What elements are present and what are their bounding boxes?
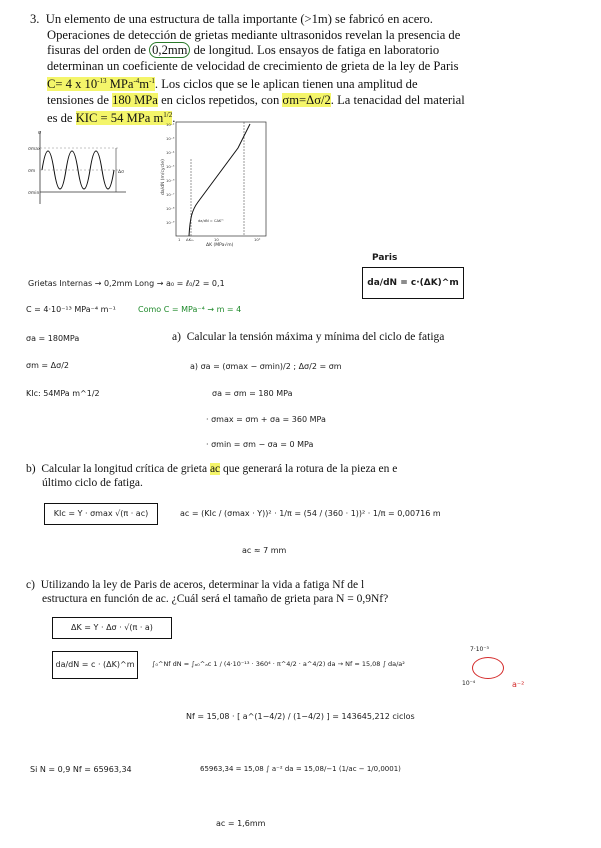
label-sigma-min: σmin <box>28 191 40 196</box>
paris-curve-figure <box>158 118 270 250</box>
note-c-value: C = 4·10⁻¹³ MPa⁻⁴ m⁻¹ <box>26 305 116 314</box>
problem-statement <box>30 12 470 127</box>
svg-text:10: 10 <box>214 237 219 242</box>
integral-limit-bottom: 10⁻⁴ <box>462 680 476 687</box>
svg-text:10⁻⁴: 10⁻⁴ <box>166 150 175 155</box>
si-equation: 65963,34 = 15,08 ∫ a⁻² da = 15,08/−1 (1/ac − 1/0,0001) <box>200 765 401 773</box>
paris-xlabel: ΔK (MPa√m) <box>206 243 234 248</box>
stress-cycle-figure <box>28 128 128 208</box>
svg-text:10⁻⁸: 10⁻⁸ <box>166 206 175 211</box>
note-sigma-m: σm = Δσ/2 <box>26 361 69 370</box>
si-line: Si N = 0,9 Nf = 65963,34 <box>30 765 132 774</box>
label-sigma-max: σmax <box>28 147 41 152</box>
svg-text:10⁻⁹: 10⁻⁹ <box>166 220 175 225</box>
problem-line-7: es de KIC = 54 MPa $m^{1/2}$. <box>47 111 176 125</box>
part-b-question: b) Calcular la longitud crítica de grieta ac que generará la rotura de la pieza en e último ciclo de fatiga. <box>26 463 398 489</box>
paris-formula-box: da/dN = c·(ΔK)^m <box>362 267 464 299</box>
paris-label: Paris <box>372 253 398 263</box>
red-annotation: a⁻² <box>512 680 525 689</box>
part-c-result: ac = 1,6mm <box>216 819 266 828</box>
svg-text:10⁻²: 10⁻² <box>166 122 175 127</box>
part-a-work-3: · σmax = σm + σa = 360 MPa <box>206 415 326 424</box>
part-a-work-1: a) σa = (σmax − σmin)/2 ; Δσ/2 = σm <box>190 362 342 371</box>
svg-text:ΔKₜₕ: ΔKₜₕ <box>186 237 194 242</box>
left-axis-label: σ <box>38 130 42 136</box>
svg-text:1: 1 <box>178 237 181 242</box>
part-b-work: ac = (KIc / (σmax · Y))² · 1/π = (54 / (360 · 1))² · 1/π = 0,00716 m <box>180 509 441 518</box>
svg-text:10⁻⁵: 10⁻⁵ <box>166 164 175 169</box>
label-sigma-m: σm <box>28 169 36 174</box>
problem-line-3: fisuras del orden de 0,2mm de longitud. Los ensayos de fatiga en laboratorio <box>47 43 440 57</box>
problem-line-1: 3. Un elemento de una estructura de talla importante (>1m) se fabricó en acero. <box>30 12 433 26</box>
part-a-question: a) Calcular la tensión máxima y mínima del ciclo de fatiga <box>172 331 445 343</box>
paris-note: da/dN = CΔKᵐ <box>198 219 224 223</box>
svg-text:10²: 10² <box>254 237 261 242</box>
problem-line-6: tensiones de 180 MPa en ciclos repetidos, con σm=Δσ/2. La tenacidad del material <box>47 92 465 107</box>
svg-text:10⁻⁶: 10⁻⁶ <box>166 178 175 183</box>
part-c-integral: ∫₀^Nf dN = ∫ₐ₀^ₐc 1 / (4·10⁻¹³ · 360⁴ · π^4/2 · a^4/2) da → Nf = 15,08 ∫ da/a² <box>152 660 405 668</box>
part-c-deltak-box: ΔK = Y · Δσ · √(π · a) <box>52 617 172 639</box>
label-delta-sigma: Δσ <box>118 170 124 175</box>
part-b-result: ac ≈ 7 mm <box>242 546 287 555</box>
part-c-question: c) Utilizando la ley de Paris de aceros, determinar la vida a fatiga Nf de l estructura en función de ac. ¿Cuál será el tamaño de grieta para N = 0,9Nf? <box>26 579 389 605</box>
note-sigma-a: σa = 180MPa <box>26 334 80 343</box>
red-circle-annotation <box>472 657 504 679</box>
note-como: Como C = MPa⁻⁴ → m = 4 <box>138 305 242 314</box>
part-c-nf: Nf = 15,08 · [ a^(1−4/2) / (1−4/2) ] = 143645,212 ciclos <box>186 712 415 721</box>
part-b-formula-box: KIc = Y · σmax √(π · ac) <box>44 503 158 525</box>
problem-line-2: Operaciones de detección de grietas mediante ultrasonidos revelan la presencia de <box>47 27 461 42</box>
note-grietas: Grietas Internas → 0,2mm Long → a₀ = ℓ₀/2 = 0,1 <box>28 279 225 288</box>
problem-line-5: C= 4 x $10^{-13}$ $MPa^{-4}m^{-1}$. Los ciclos que se le aplican tienen una amplitud de <box>47 77 418 91</box>
note-kic: KIc: 54MPa m^1/2 <box>26 389 100 398</box>
part-a-work-4: · σmin = σm − σa = 0 MPa <box>206 440 314 449</box>
crack-size-circled: 0,2mm <box>149 42 190 58</box>
integral-limit-top: 7·10⁻³ <box>470 646 489 653</box>
svg-text:10⁻⁷: 10⁻⁷ <box>166 192 175 197</box>
paris-ylabel: da/dN (m/cycle) <box>161 159 166 195</box>
part-a-work-2: σa = σm = 180 MPa <box>212 389 293 398</box>
part-c-paris-box: da/dN = c · (ΔK)^m <box>52 651 138 679</box>
svg-text:10⁻³: 10⁻³ <box>166 136 175 141</box>
problem-line-4: determinan un coeficiente de velocidad de crecimiento de grieta de la ley de Paris <box>47 58 459 73</box>
